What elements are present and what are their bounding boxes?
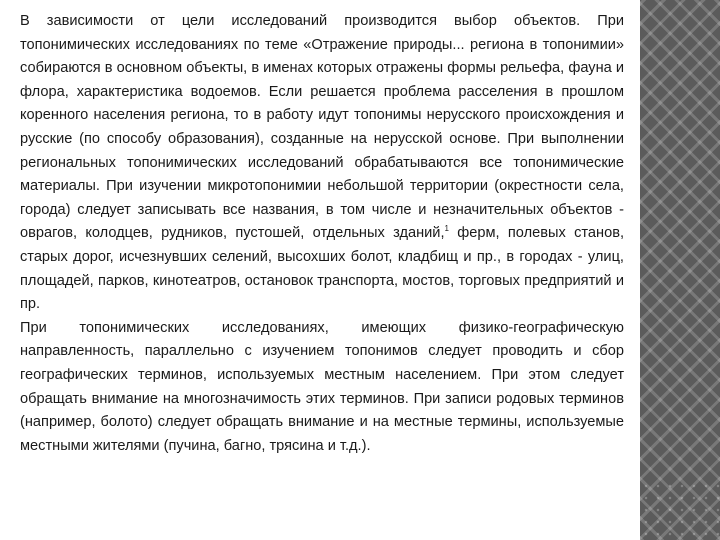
paragraph-1: [20, 10, 624, 317]
decorative-pattern-strip: [640, 0, 720, 540]
paragraph-1-part-b: ферм, полевых станов, старых дорог, исчезнувших селений, высохших болот, кладбищ и пр., в городах - улиц, площадей, парков, кинотеатров, остановок транспорта, мостов, торговых предприятий и пр.: [20, 225, 625, 313]
paragraph-2: При топонимических исследованиях, имеющих физико-географическую направленность, параллельно с изучением топонимов следует проводить и сбор географических терминов, используемых местным населением. При этом следует обращать внимание на многозначимость этих терминов. При записи родовых терминов (например, болото) следует обращать внимание и на местные термины, используемые местными жителями (пучина, багно, трясина и т.д.).: [20, 319, 624, 454]
text-area: [20, 10, 624, 458]
footnote-mark: 1: [444, 224, 449, 234]
paragraph-1-part-a: В зависимости от цели исследований производится выбор объектов. При топонимических исследованиях по теме «Отражение природы... региона в топонимии» собираются в основном объекты, в именах которых отражены формы рельефа, фауна и флора, характеристика водоемов. Если решается проблема расселения в прошлом коренного населения региона, то в работу идут топонимы нерусского происхождения и русские (по способу образования), созданные на нерусской основе. При выполнении региональных топонимических исследований обрабатываются все топонимические материалы. При изучении микротопонимии небольшой территории (окрестности села, города) следует записывать все названия, в том числе и незначительных объектов - оврагов, колодцев, рудников, пустошей, отдельных зданий,: [20, 13, 624, 242]
